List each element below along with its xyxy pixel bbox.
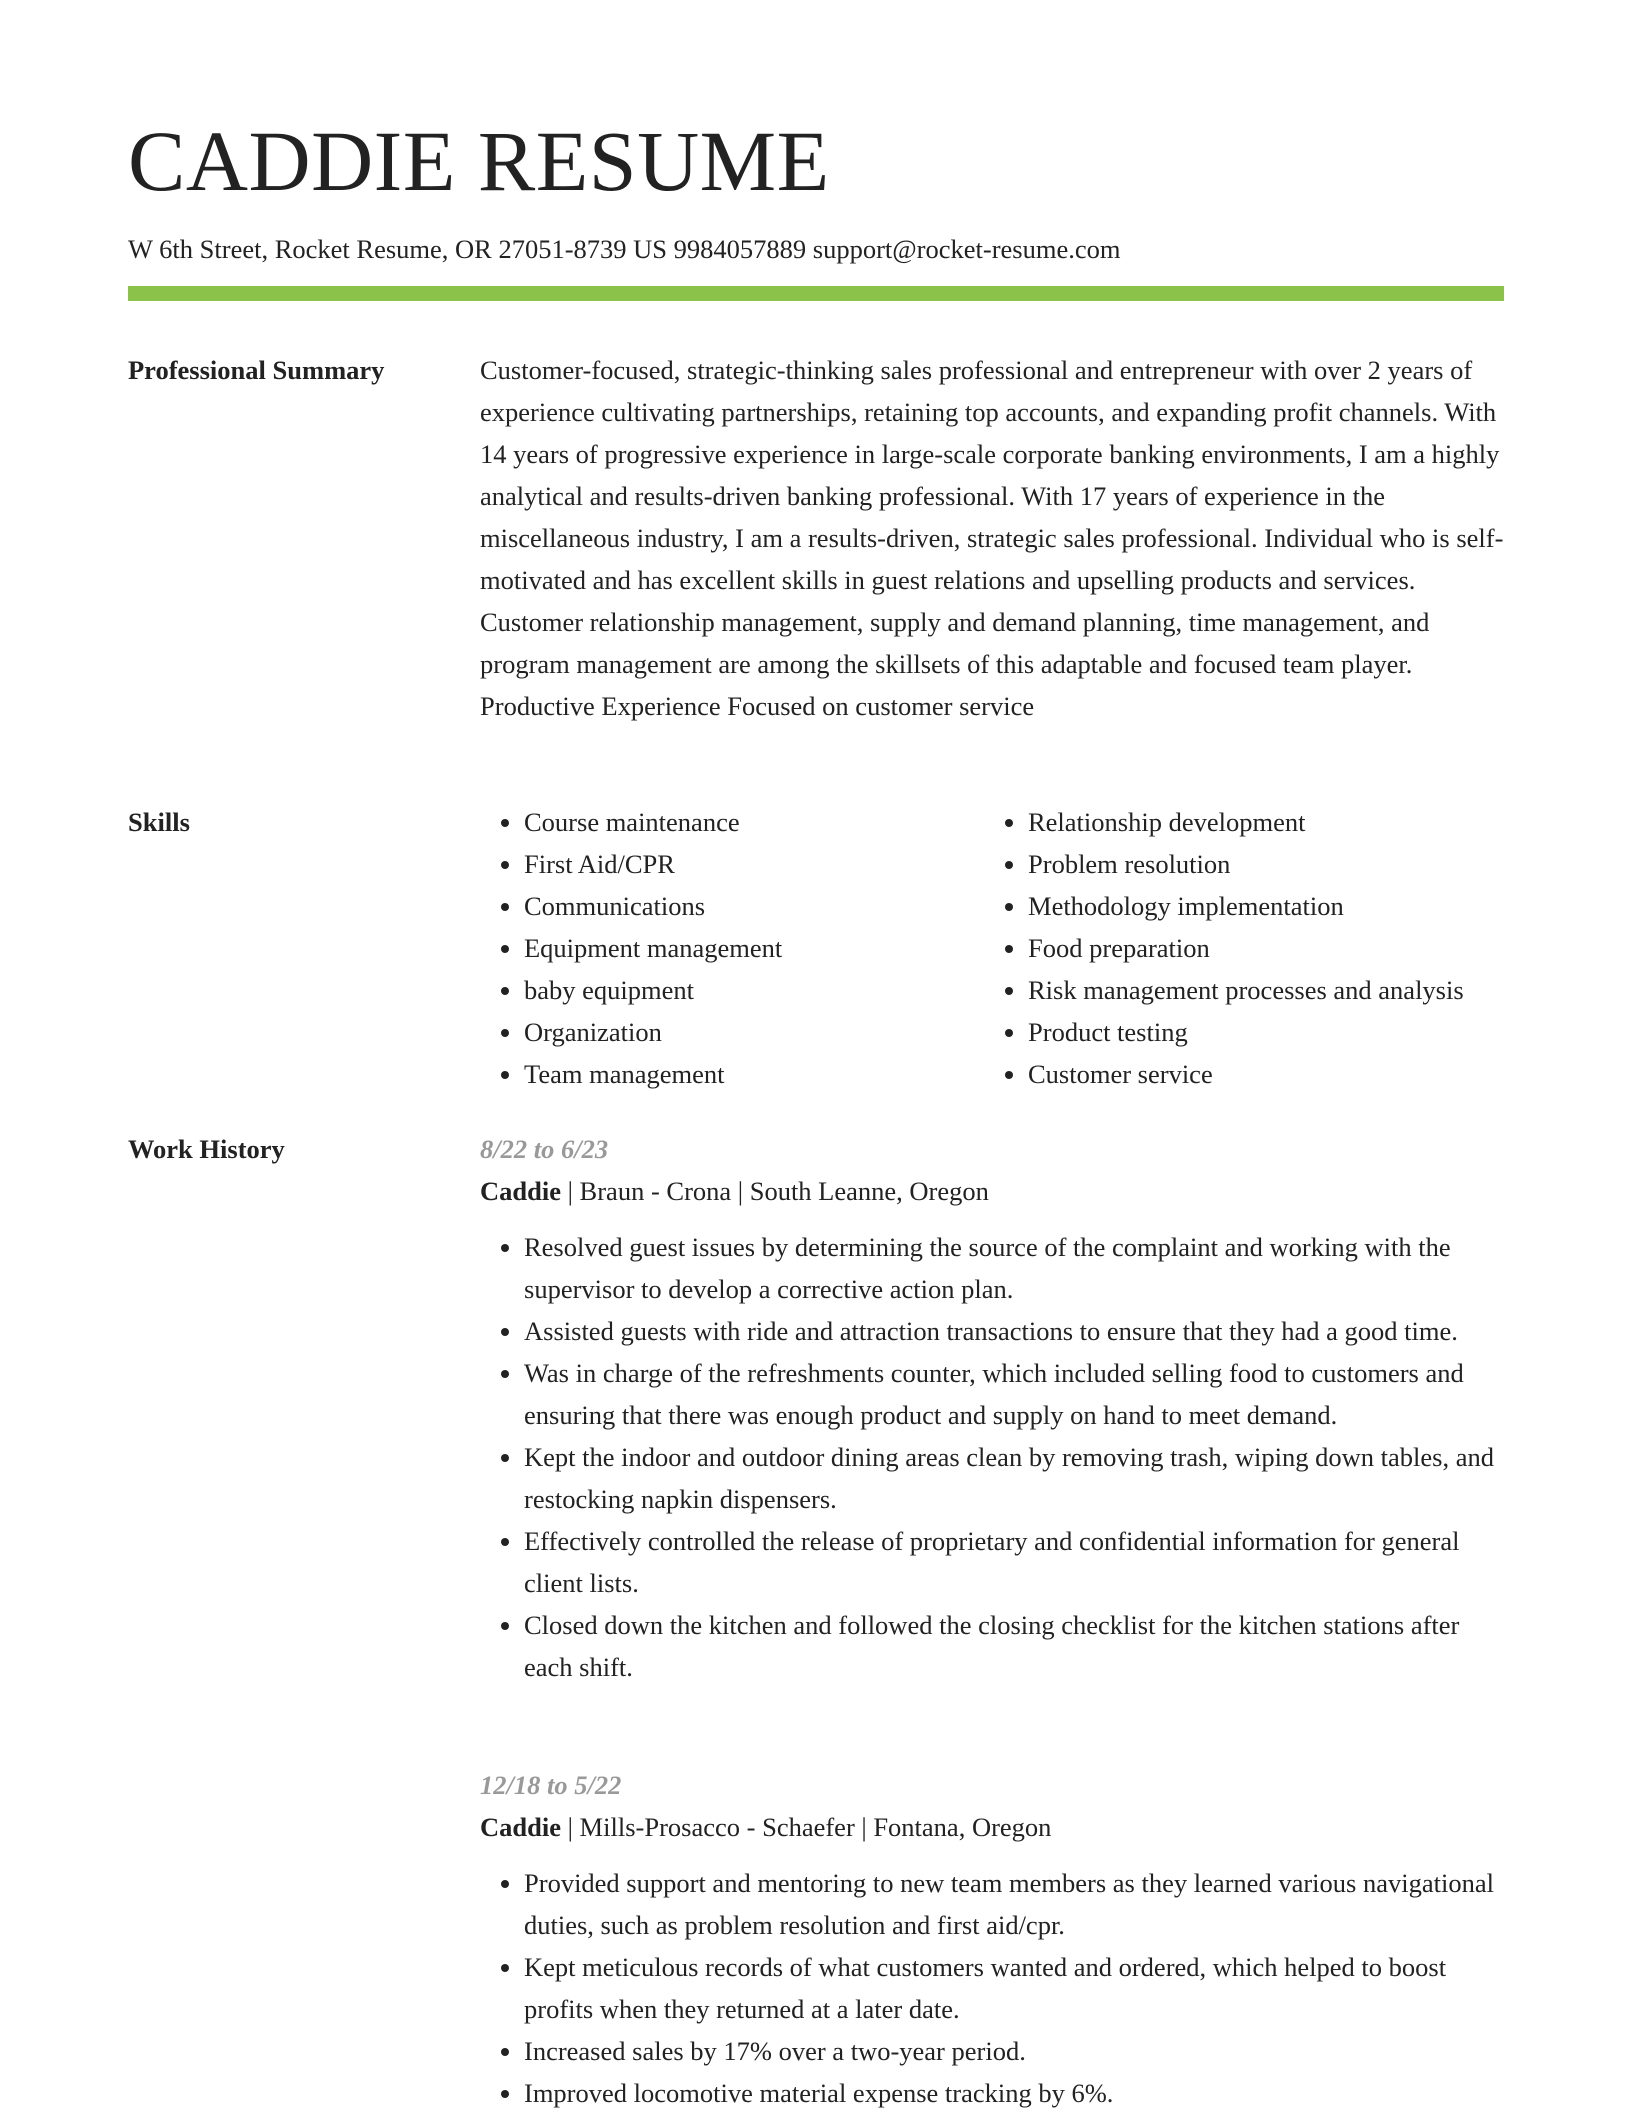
skill-item: • baby equipment [524,969,984,1011]
summary-text: Customer-focused, strategic-thinking sales professional and entrepreneur with over 2 years of experience cultivating partnerships, retaining top accounts, and expanding profit channels. With 14 years of progressive experience in large-scale corporate banking environments, I am a highly analytical and results-driven banking professional. With 17 years of experience in the miscellaneous industry, I am a results-driven, strategic sales professional. Individual who is self-motivated and has excellent skills in guest relations and upselling products and services. Customer relationship management, supply and demand planning, time management, and program management are among the skillsets of this adaptable and focused team player. Productive Experience Focused on customer service [480,355,1504,721]
job-employer-location: | Braun - Crona | South Leanne, Oregon [561,1176,989,1206]
summary-heading: Professional Summary [128,355,385,385]
resume-name: CADDIE RESUME [128,113,830,209]
skill-item: • Communications [524,885,984,927]
job-employer-location: | Mills-Prosacco - Schaefer | Fontana, Oregon [561,1812,1052,1842]
job-bullet: • Was in charge of the refreshments counter, which included selling food to customers and ensuring that there was enough product and supply on hand to meet demand. [524,1352,1504,1436]
skill-item: • Food preparation [1028,927,1488,969]
job-bullet: • Resolved guest issues by determining the source of the complaint and working with the supervisor to develop a corrective action plan. [524,1226,1504,1310]
skills-list-left [480,801,984,1095]
job-bullet-list [480,1862,1504,2114]
skill-item: • Customer service [1028,1053,1488,1095]
skill-item: • Team management [524,1053,984,1095]
skill-item: • Risk management processes and analysis [1028,969,1488,1011]
skills-column-right [984,801,1488,1095]
skill-item: • Product testing [1028,1011,1488,1053]
skill-item: • Course maintenance [524,801,984,843]
job-entry [480,1764,1504,2114]
skills-heading: Skills [128,807,190,837]
skill-item: • Problem resolution [1028,843,1488,885]
skill-item: • First Aid/CPR [524,843,984,885]
skill-item: • Methodology implementation [1028,885,1488,927]
job-bullet: • Assisted guests with ride and attraction transactions to ensure that they had a good time. [524,1310,1504,1352]
job-dates: 12/18 to 5/22 [480,1770,622,1800]
job-bullet: • Increased sales by 17% over a two-year period. [524,2030,1504,2072]
job-bullet: • Provided support and mentoring to new team members as they learned various navigational duties, such as problem resolution and first aid/cpr. [524,1862,1504,1946]
header-divider [128,286,1504,301]
job-bullet: • Effectively controlled the release of proprietary and confidential information for general client lists. [524,1520,1504,1604]
skills-list-right [984,801,1488,1095]
skill-item: • Organization [524,1011,984,1053]
skills-section [480,801,1504,1095]
skill-item: • Relationship development [1028,801,1488,843]
job-role: Caddie [480,1176,561,1206]
job-dates: 8/22 to 6/23 [480,1134,609,1164]
skill-item: • Equipment management [524,927,984,969]
job-bullet: • Kept the indoor and outdoor dining areas clean by removing trash, wiping down tables, and restocking napkin dispensers. [524,1436,1504,1520]
contact-line: W 6th Street, Rocket Resume, OR 27051-8739 US 9984057889 support@rocket-resume.com [128,234,1121,264]
job-bullet-list [480,1226,1504,1688]
job-bullet: • Closed down the kitchen and followed the closing checklist for the kitchen stations after each shift. [524,1604,1504,1688]
job-bullet: • Kept meticulous records of what customers wanted and ordered, which helped to boost profits when they returned at a later date. [524,1946,1504,2030]
job-title-line [480,1806,1504,1848]
job-role: Caddie [480,1812,561,1842]
job-title-line [480,1170,1504,1212]
skills-column-left [480,801,984,1095]
work-history-heading: Work History [128,1134,285,1164]
job-entry [480,1128,1504,1688]
summary-section [480,349,1504,727]
job-bullet: • Improved locomotive material expense tracking by 6%. [524,2072,1504,2114]
